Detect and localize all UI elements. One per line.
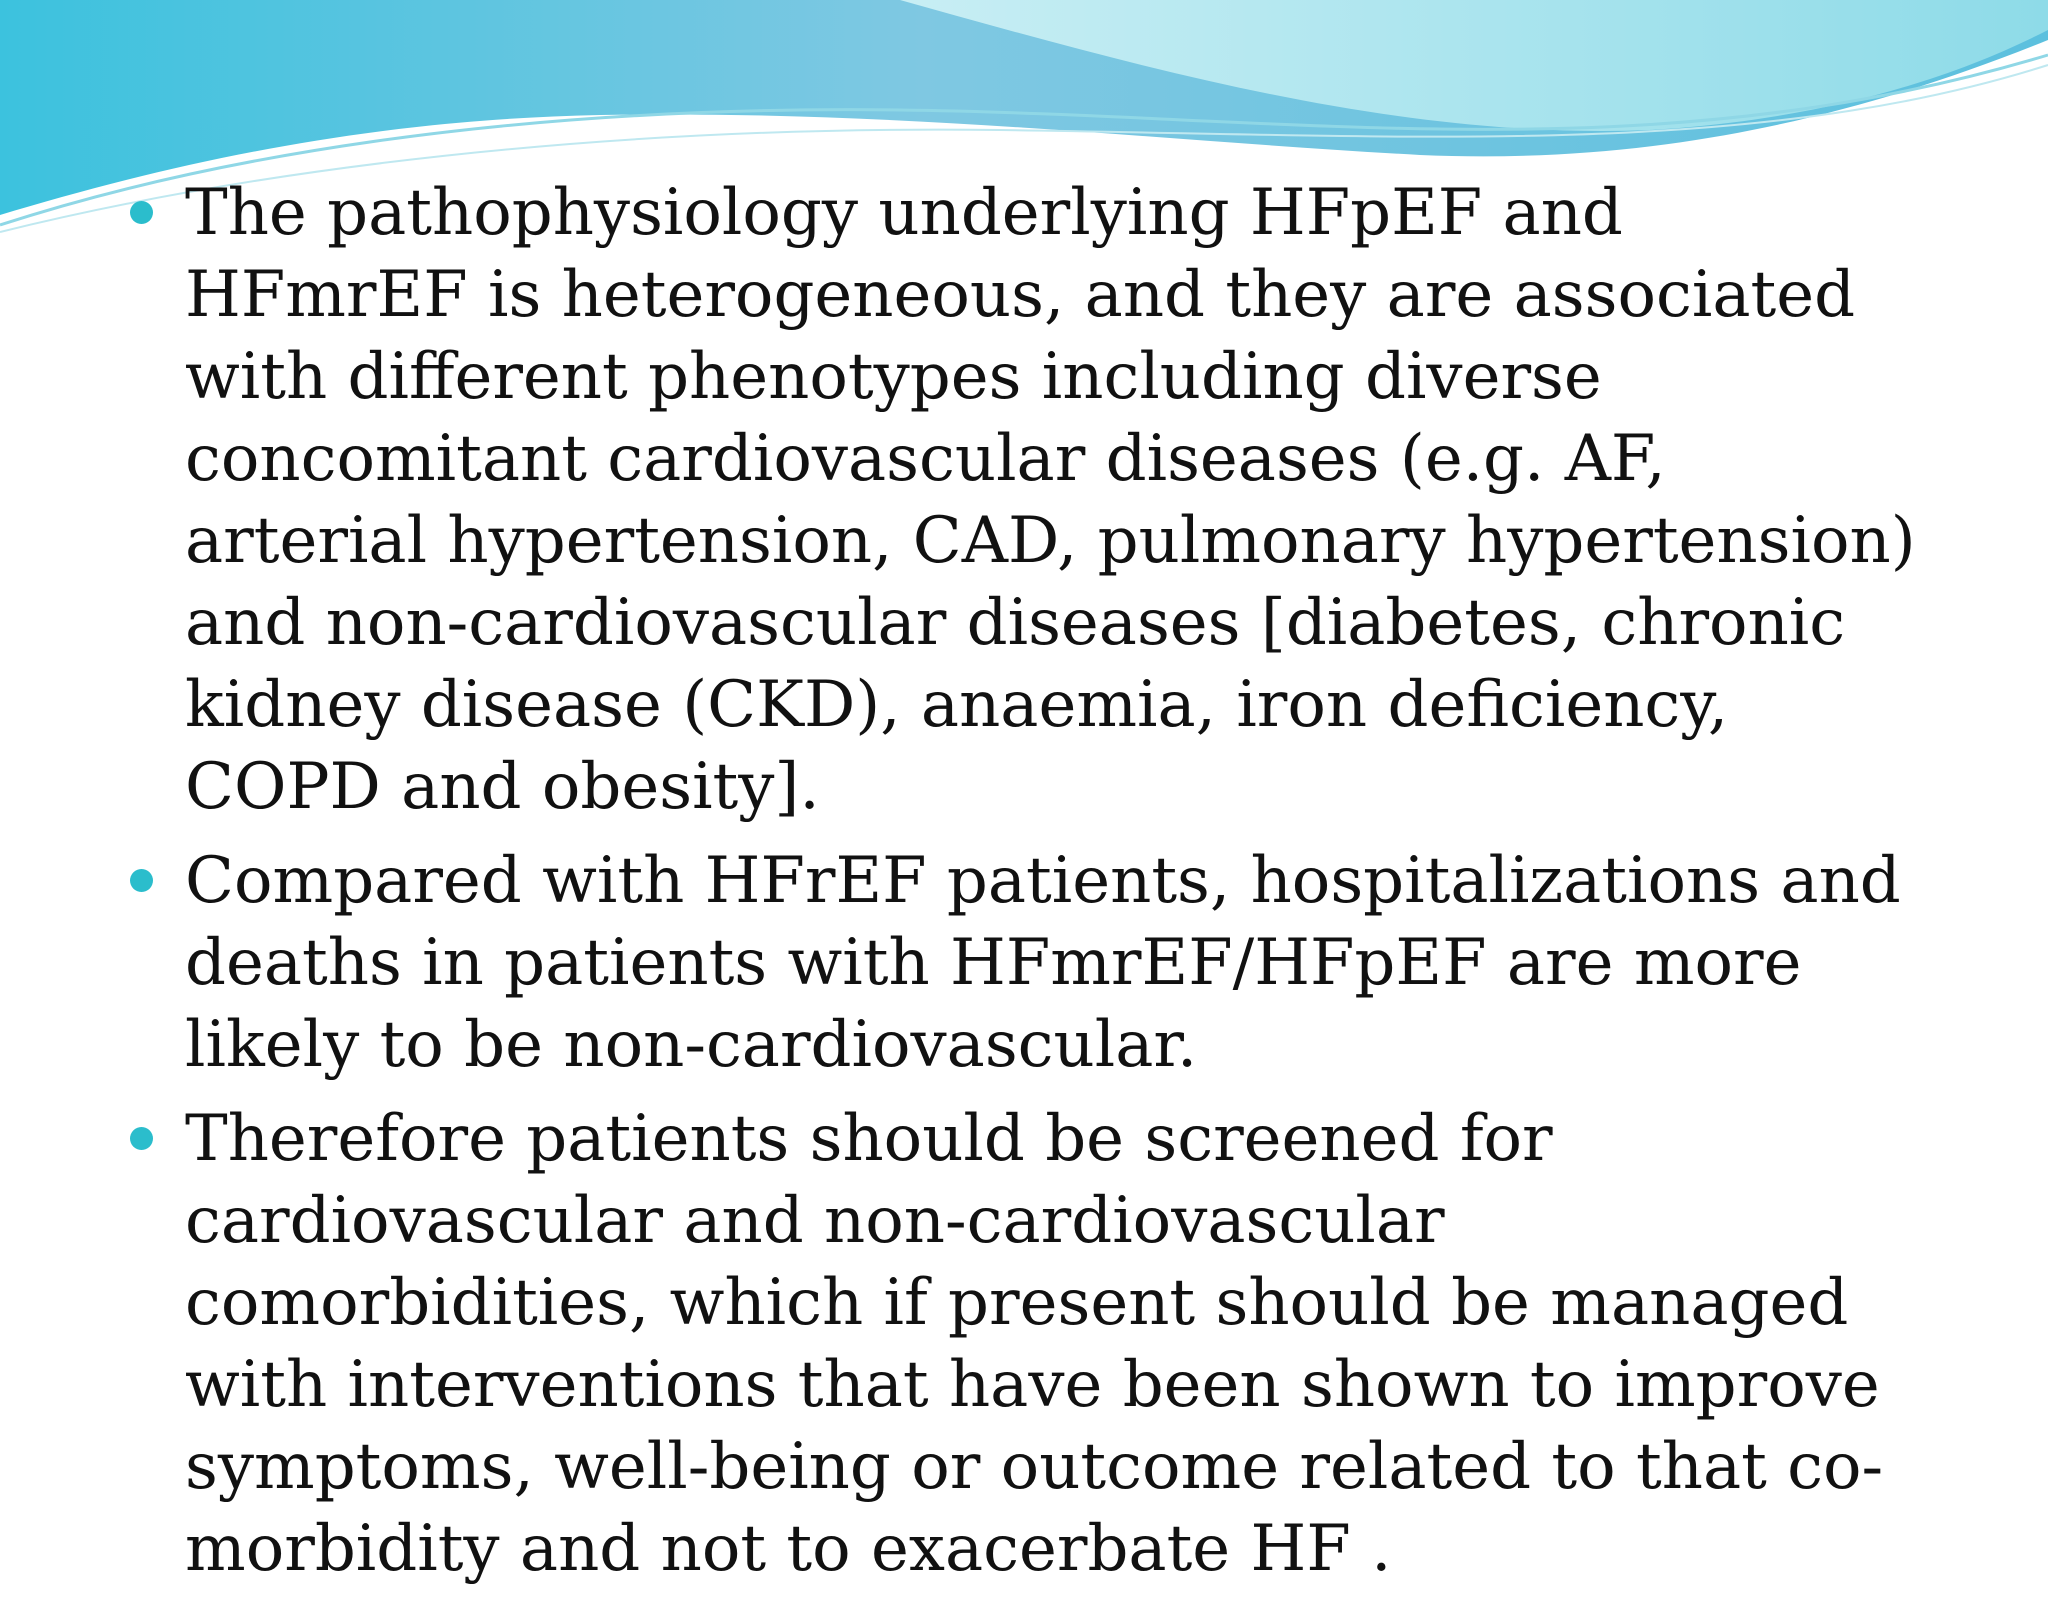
slide-body [125,172,1925,1602]
bullet-dot-icon [130,201,153,224]
bullet-dot-icon [130,1127,153,1150]
bullet-item [125,840,1925,1086]
bullet-text: Compared with HFrEF patients, hospitalizations and deaths in patients with HFmrEF/HFpEF are more likely to be non-cardiovascular. [185,844,1901,1082]
bullet-list [125,172,1925,1590]
bullet-dot-icon [130,869,153,892]
bullet-item [125,172,1925,828]
bullet-text: Therefore patients should be screened for cardiovascular and non-cardiovascular comorbidities, which if present should be managed with interventions that have been shown to improve symptoms, well-being or outcome related to that co-morbidity and not to exacerbate HF . [185,1102,1884,1586]
bullet-item [125,1098,1925,1590]
bullet-text: The pathophysiology underlying HFpEF and HFmrEF is heterogeneous, and they are associated with different phenotypes including diverse concomitant cardiovascular diseases (e.g. AF, arterial hypertension, CAD, pulmonary hypertension) and non-cardiovascular diseases [diabetes, chronic kidney disease (CKD), anaemia, iron deficiency, COPD and obesity]. [185,176,1916,824]
